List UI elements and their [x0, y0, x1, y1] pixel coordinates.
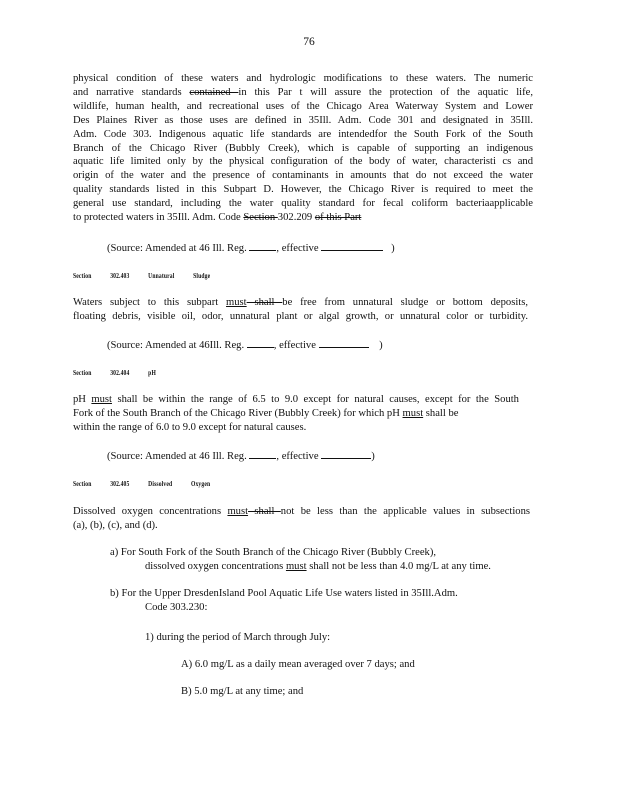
section-heading: Section 302.405 Dissolved Oxygen [73, 479, 211, 488]
text-line: a) For South Fork of the South Branch of the Chicago River (Bubbly Creek), [110, 547, 437, 558]
source-note: (Source: Amended at 46 Ill. Reg. , effective ) [107, 451, 375, 462]
list-item-1: 1) during the period of March through July: [145, 632, 331, 643]
text-line: dissolved oxygen concentrations must shall not be less than 4.0 mg/L at any time. [145, 560, 491, 572]
text-line: pH must shall be within the range of 6.5 to 9.0 except for natural causes, except for the South [73, 394, 519, 405]
source-note: (Source: Amended at 46Ill. Reg. , effective ) [107, 340, 383, 351]
text-line: floating debris, visible oil, odor, unnatural plant or algal growth, or unnatural color or turbidity. [73, 310, 528, 322]
text-line: Branch of the Chicago River (Bubbly Creek), which is capable of supporting an indigenous [73, 142, 533, 154]
paragraph-dissolved-oxygen [73, 505, 530, 533]
inserted-text: must [285, 560, 307, 572]
inserted-text: must [402, 407, 424, 419]
paragraph-ph [73, 393, 519, 435]
section-heading: Section 302.403 Unnatural Sludge [73, 271, 211, 280]
text-line: to protected waters in 35Ill. Adm. Code Section 302.209 of this Part [73, 212, 362, 224]
text-line: general use standard, including the water quality standard for fecal coliform bacteriaapplicable [73, 198, 533, 210]
list-item-a [110, 546, 491, 574]
text-line: Des Plaines River as those uses are defined in 35Ill. Adm. Code 301 and designated in 35Ill. [73, 114, 533, 126]
inserted-text: must [226, 297, 247, 308]
list-item-b [110, 587, 458, 615]
inserted-text: must [91, 394, 112, 405]
text-line: Code 303.230: [145, 601, 208, 613]
source-note: (Source: Amended at 46 Ill. Reg. , effective ) [107, 243, 395, 254]
text-line: Dissolved oxygen concentrations must shall not be less than the applicable values in subsections [73, 506, 531, 517]
text-line: b) For the Upper DresdenIsland Pool Aquatic Life Use waters listed in 35Ill.Adm. [110, 588, 458, 599]
text-line: within the range of 6.0 to 9.0 except for natural causes. [73, 421, 307, 433]
section-heading: Section 302.404 pH [73, 368, 156, 377]
struck-text: shall [246, 297, 283, 308]
struck-text: of this Part [314, 212, 362, 224]
text-line: Fork of the South Branch of the Chicago River (Bubbly Creek) for which pH must shall be [73, 407, 459, 419]
struck-text: contained [189, 86, 239, 98]
text-line: and narrative standards contained in this Par t will assure the protection of the aquatic life, [73, 86, 533, 98]
struck-text: Section [243, 212, 278, 224]
text-line: (a), (b), (c), and (d). [73, 519, 158, 531]
text-line: Waters subject to this subpart must shall be free from unnatural sludge or bottom deposits, [73, 297, 528, 308]
struck-text: shall [248, 506, 281, 517]
text-line: quality standards listed in this Subpart D. However, the Chicago River is required to meet the [73, 184, 533, 196]
inserted-text: must [227, 506, 249, 517]
list-item-B: B) 5.0 mg/L at any time; and [181, 686, 304, 697]
text-line: aquatic life limited only by the physical configuration of the body of water, characteristi cs and [73, 156, 533, 168]
text-line: origin of the water and the presence of contaminants in amounts that do not exceed the water [73, 170, 533, 182]
paragraph-narrative-standards [73, 72, 533, 225]
text-line: Adm. Code 303. Indigenous aquatic life standards are intendedfor the South Fork of the South [73, 128, 533, 140]
text-line: wildlife, human health, and recreational uses of the Chicago Area Waterway System and Lower [73, 100, 533, 112]
text-line: physical condition of these waters and hydrologic modifications to these waters. The numeric [73, 73, 533, 84]
list-item-A: A) 6.0 mg/L as a daily mean averaged over 7 days; and [181, 659, 415, 670]
paragraph-unnatural-sludge [73, 296, 528, 324]
page-number: 76 [303, 36, 315, 48]
